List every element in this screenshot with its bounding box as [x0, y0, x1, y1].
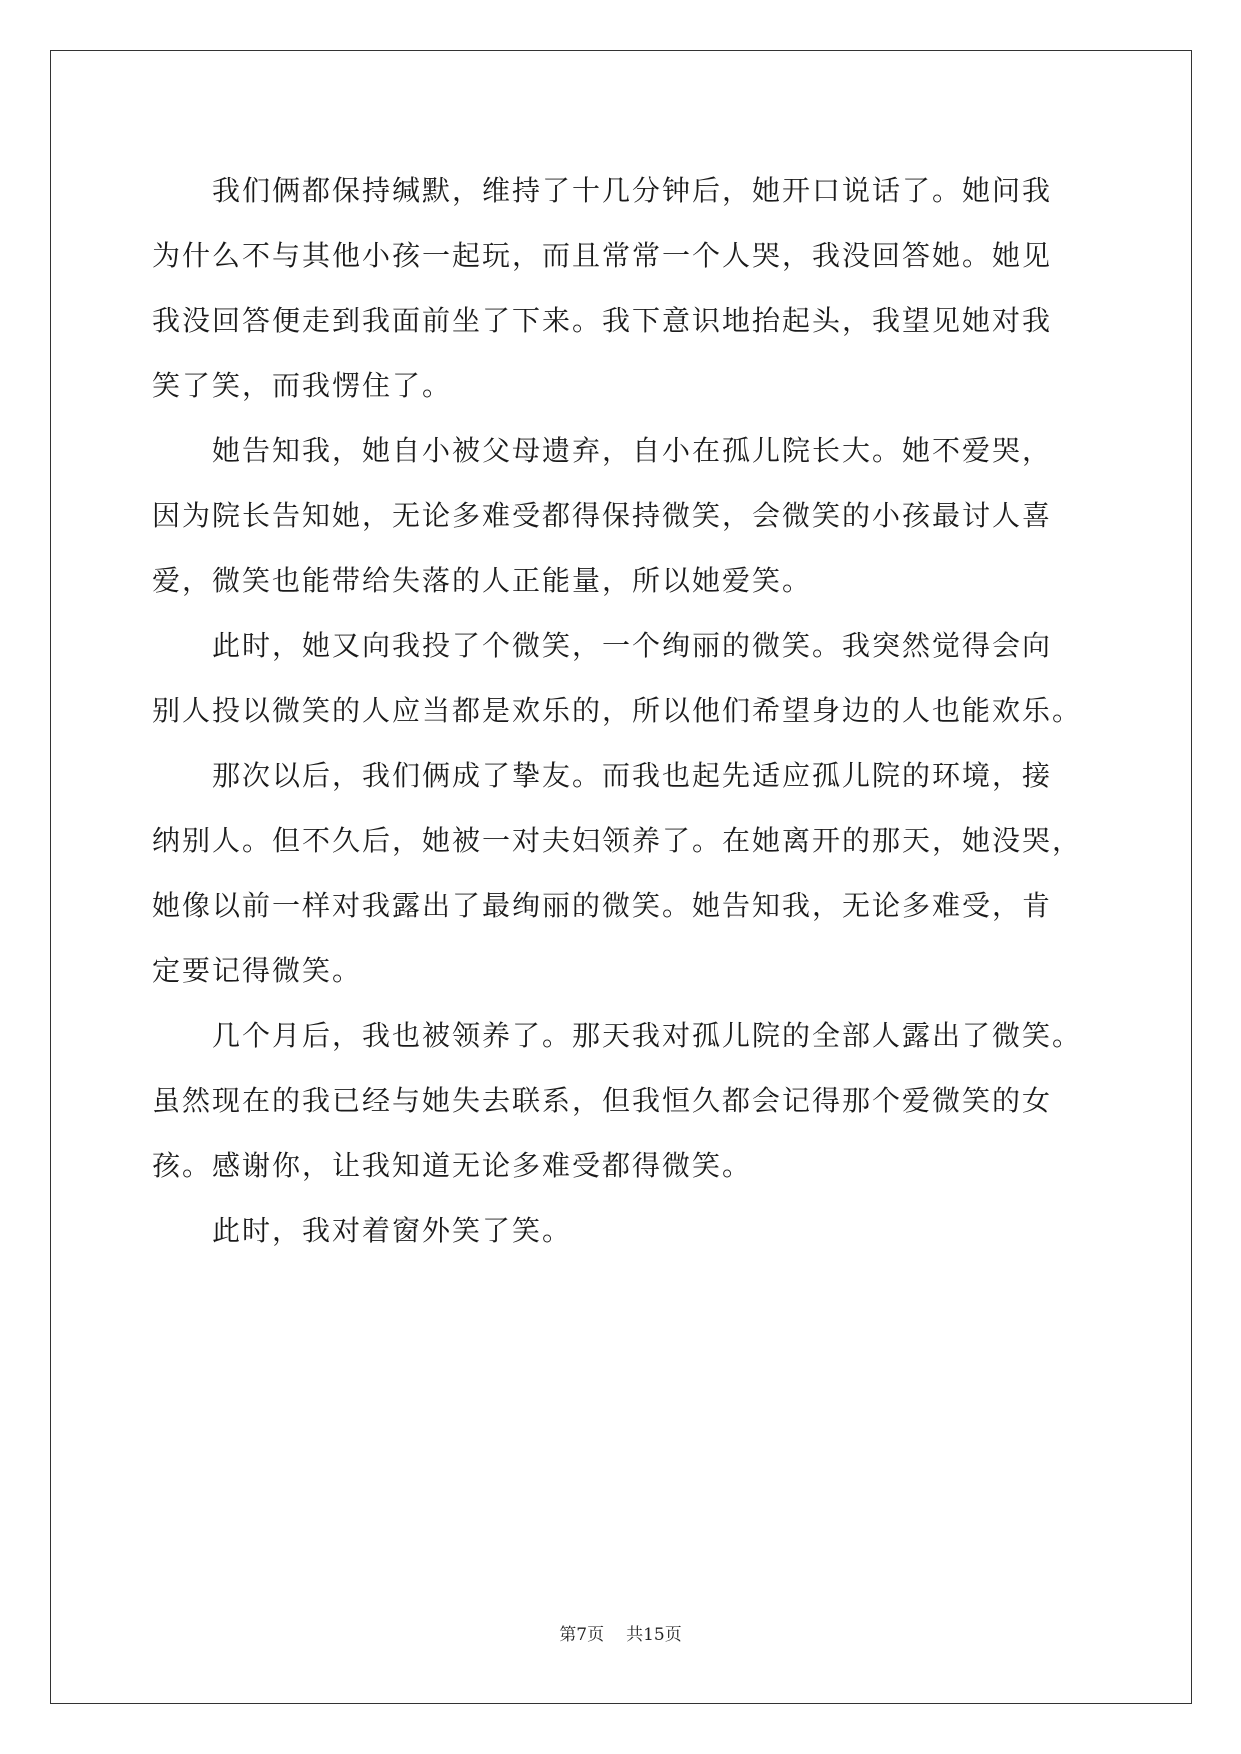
- text-line: 别人投以微笑的人应当都是欢乐的，所以他们希望身边的人也能欢乐。: [152, 694, 1083, 727]
- page-number: 第7页: [559, 1625, 605, 1645]
- page-footer: [0, 1620, 1241, 1645]
- paragraph-2: [152, 418, 1092, 613]
- paragraph-5: [152, 1003, 1092, 1198]
- paragraph-1: [152, 158, 1092, 418]
- text-line: 定要记得微笑。: [152, 954, 363, 987]
- paragraph-6: [152, 1198, 1092, 1263]
- text-line: 此时，我对着窗外笑了笑。: [152, 1214, 573, 1247]
- text-line: 因为院长告知她，无论多难受都得保持微笑，会微笑的小孩最讨人喜: [152, 499, 1053, 532]
- text-line: 纳别人。但不久后，她被一对夫妇领养了。在她离开的那天，她没哭，: [152, 824, 1083, 857]
- text-line: 那次以后，我们俩成了挚友。而我也起先适应孤儿院的环境，接: [152, 759, 1053, 792]
- text-line: 此时，她又向我投了个微笑，一个绚丽的微笑。我突然觉得会向: [152, 629, 1053, 662]
- text-line: 为什么不与其他小孩一起玩，而且常常一个人哭，我没回答她。她见: [152, 239, 1053, 272]
- text-line: 她像以前一样对我露出了最绚丽的微笑。她告知我，无论多难受，肯: [152, 889, 1053, 922]
- text-line: 她告知我，她自小被父母遗弃，自小在孤儿院长大。她不爱哭，: [152, 434, 1053, 467]
- text-line: 笑了笑，而我愣住了。: [152, 369, 453, 402]
- text-line: 我没回答便走到我面前坐了下来。我下意识地抬起头，我望见她对我: [152, 304, 1053, 337]
- text-line: 孩。感谢你，让我知道无论多难受都得微笑。: [152, 1149, 753, 1182]
- text-line: 虽然现在的我已经与她失去联系，但我恒久都会记得那个爱微笑的女: [152, 1084, 1053, 1117]
- document-body: [152, 158, 1092, 1263]
- text-line: 几个月后，我也被领养了。那天我对孤儿院的全部人露出了微笑。: [152, 1019, 1083, 1052]
- paragraph-3: [152, 613, 1092, 743]
- page-total: 共15页: [626, 1625, 682, 1645]
- text-line: 爱，微笑也能带给失落的人正能量，所以她爱笑。: [152, 564, 813, 597]
- paragraph-4: [152, 743, 1092, 1003]
- text-line: 我们俩都保持缄默，维持了十几分钟后，她开口说话了。她问我: [152, 174, 1053, 207]
